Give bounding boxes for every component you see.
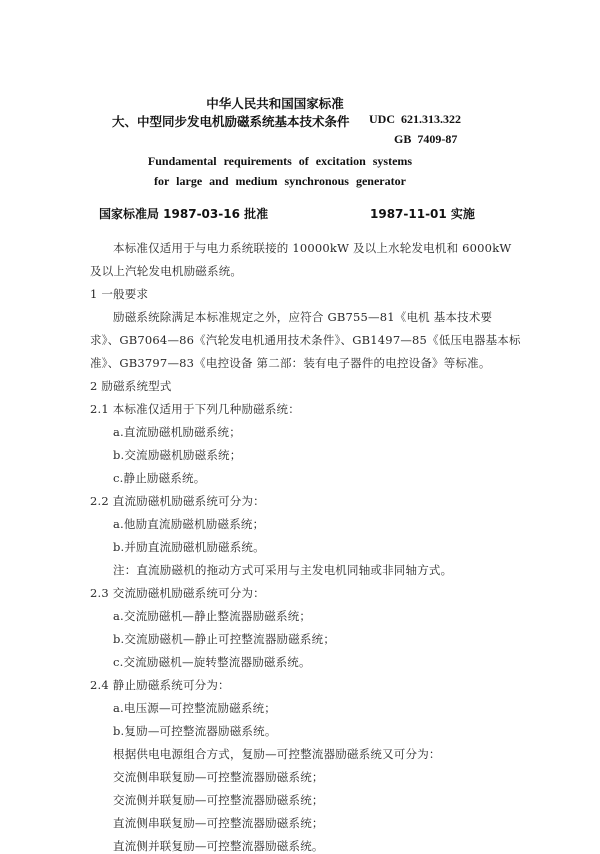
subsection-heading: 2.4 静止励磁系统可分为： xyxy=(90,678,230,692)
list-item: a.电压源—可控整流励磁系统； xyxy=(113,701,277,715)
standard-subtitle: 大、中型同步发电机励磁系统基本技术条件 xyxy=(112,114,350,129)
effective-date: 1987-11-01 实施 xyxy=(370,207,475,221)
body-line: 本标准仅适用于与电力系统联接的 10000kW 及以上水轮发电机和 6000kW xyxy=(113,241,512,255)
english-title-line-2: for large and medium synchronous generator xyxy=(154,174,406,188)
list-item: c.静止励磁系统。 xyxy=(113,471,206,485)
gb-code: GB 7409-87 xyxy=(394,132,458,146)
note-line: 注：直流励磁机的拖动方式可采用与主发电机同轴或非同轴方式。 xyxy=(113,563,453,577)
english-title-line-1: Fundamental requirements of excitation systems xyxy=(147,154,413,168)
body-line: 准》、GB3797—83《电控设备 第二部：装有电子器件的电控设备》等标准。 xyxy=(90,356,491,370)
national-standard-title: 中华人民共和国国家标准 xyxy=(206,96,344,111)
body-line: 求》、GB7064—86《汽轮发电机通用技术条件》、GB1497—85《低压电器基本标 xyxy=(90,333,521,347)
list-item: c.交流励磁机—旋转整流器励磁系统。 xyxy=(113,655,311,669)
udc-code: UDC 621.313.322 xyxy=(369,112,461,126)
list-item: a.交流励磁机—静止整流器励磁系统； xyxy=(113,609,312,623)
list-item: 直流侧串联复励—可控整流器励磁系统； xyxy=(113,816,324,830)
list-item: 交流侧串联复励—可控整流器励磁系统； xyxy=(113,770,324,784)
body-line: 及以上汽轮发电机励磁系统。 xyxy=(90,264,243,278)
list-item: b.交流励磁机励磁系统； xyxy=(113,448,242,462)
subsection-heading: 2.1 本标准仅适用于下列几种励磁系统： xyxy=(90,402,300,416)
list-item: b.复励—可控整流器励磁系统。 xyxy=(113,724,277,738)
list-item: 直流侧并联复励—可控整流器励磁系统。 xyxy=(113,839,324,853)
subsection-heading: 2.2 直流励磁机励磁系统可分为： xyxy=(90,494,265,508)
section-heading: 2 励磁系统型式 xyxy=(90,379,172,393)
list-item: a.他励直流励磁机励磁系统； xyxy=(113,517,265,531)
subsection-heading: 2.3 交流励磁机励磁系统可分为： xyxy=(90,586,265,600)
approval-date: 国家标准局 1987-03-16 批准 xyxy=(99,207,269,221)
list-item: b.交流励磁机—静止可控整流器励磁系统； xyxy=(113,632,336,646)
list-item: b.并励直流励磁机励磁系统。 xyxy=(113,540,265,554)
list-item: 交流侧并联复励—可控整流器励磁系统； xyxy=(113,793,324,807)
body-line: 根据供电电源组合方式，复励—可控整流器励磁系统又可分为： xyxy=(113,747,441,761)
list-item: a.直流励磁机励磁系统； xyxy=(113,425,241,439)
body-line: 励磁系统除满足本标准规定之外，应符合 GB755—81《电机 基本技术要 xyxy=(113,310,493,324)
section-heading: 1 一般要求 xyxy=(90,287,149,301)
